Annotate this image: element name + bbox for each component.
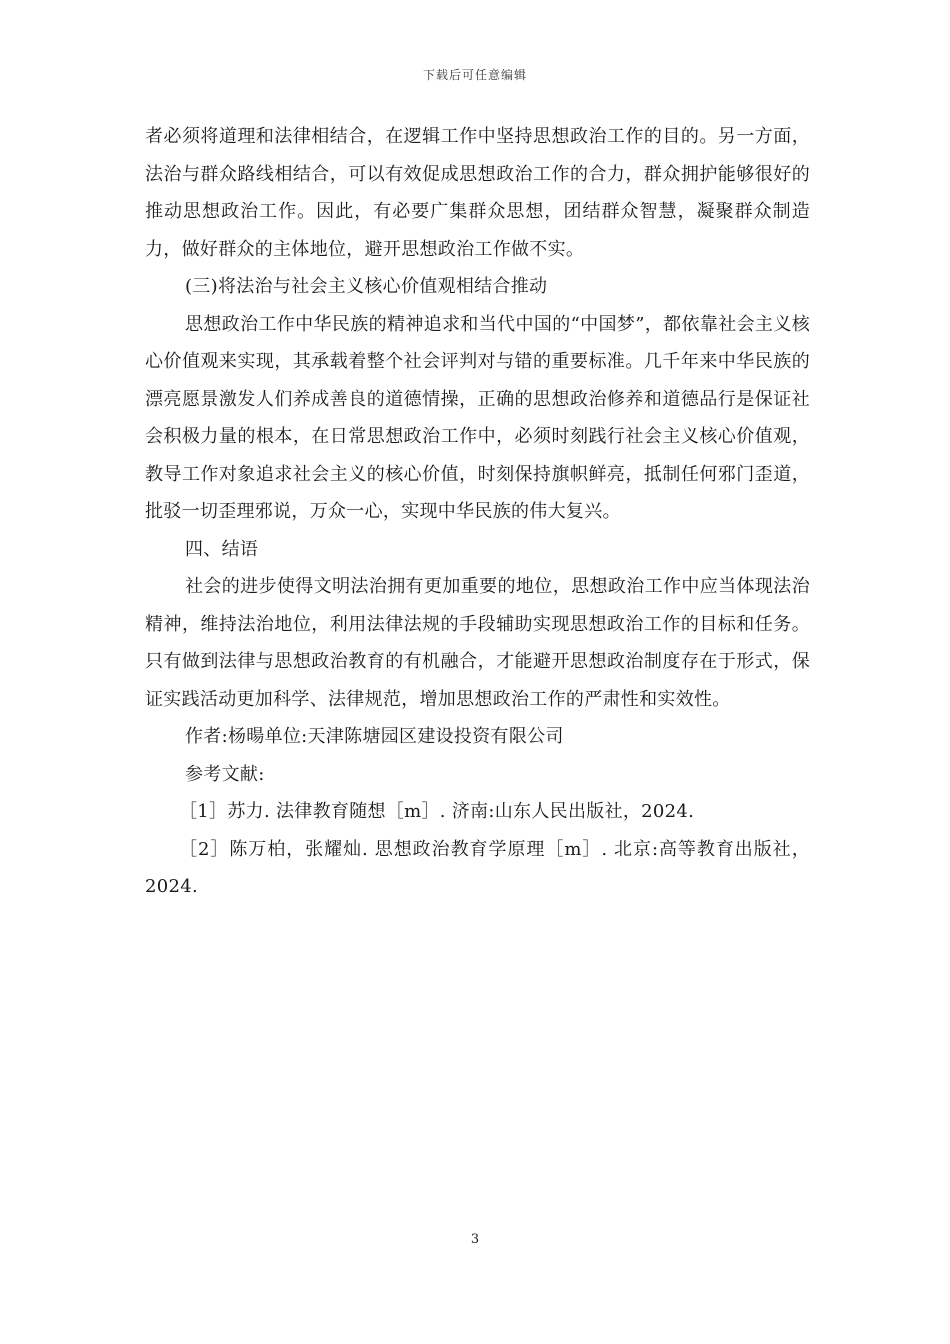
- author-line: 作者:杨暘单位:天津陈塘园区建设投资有限公司: [185, 726, 564, 747]
- references-title: 参考文献:: [185, 763, 265, 785]
- reference-item-1: ［1］苏力. 法律教育随想［m］. 济南:山东人民出版社，2024.: [179, 801, 695, 822]
- page-number: 3: [470, 1232, 480, 1247]
- section-heading-conclusion: 四、结语: [185, 538, 259, 560]
- paragraph-core-values: 思想政治工作中华民族的精神追求和当代中国的“中国梦”，都依靠社会主义核心价值观来实现，其承载着整个社会评判对与错的重要标准。几千年来中华民族的漂亮愿景激发人们养成善良的道德情操，正确的思想政治修养和道德品行是保证社会积极力量的根本，在日常思想政治工作中，必须时刻践行社会主义核心价值观，教导工作对象追求社会主义的核心价值，时刻保持旗帜鲜亮，抵制任何邪门歪道，批驳一切歪理邪说，万众一心，实现中华民族的伟大复兴。: [145, 313, 810, 522]
- page-header: 下载后可任意编辑: [422, 68, 527, 82]
- paragraph-continuation: 者必须将道理和法律相结合，在逻辑工作中坚持思想政治工作的目的。另一方面，法治与群众路线相结合，可以有效促成思想政治工作的合力，群众拥护能够很好的推动思想政治工作。因此，有必要广集群众思想，团结群众智慧，凝聚群众制造力，做好群众的主体地位，避开思想政治工作做不实。: [145, 126, 810, 260]
- document-body: [145, 118, 810, 906]
- paragraph-conclusion: 社会的进步使得文明法治拥有更加重要的地位，思想政治工作中应当体现法治精神，维持法治地位，利用法律法规的手段辅助实现思想政治工作的目标和任务。只有做到法律与思想政治教育的有机融合，才能避开思想政治制度存在于形式，保证实践活动更加科学、法律规范，增加思想政治工作的严肃性和实效性。: [145, 576, 810, 710]
- section-heading-3: (三)将法治与社会主义核心价值观相结合推动: [185, 276, 548, 297]
- reference-item-2: ［2］陈万柏，张耀灿. 思想政治教育学原理［m］. 北京:高等教育出版社，2024.: [145, 838, 810, 897]
